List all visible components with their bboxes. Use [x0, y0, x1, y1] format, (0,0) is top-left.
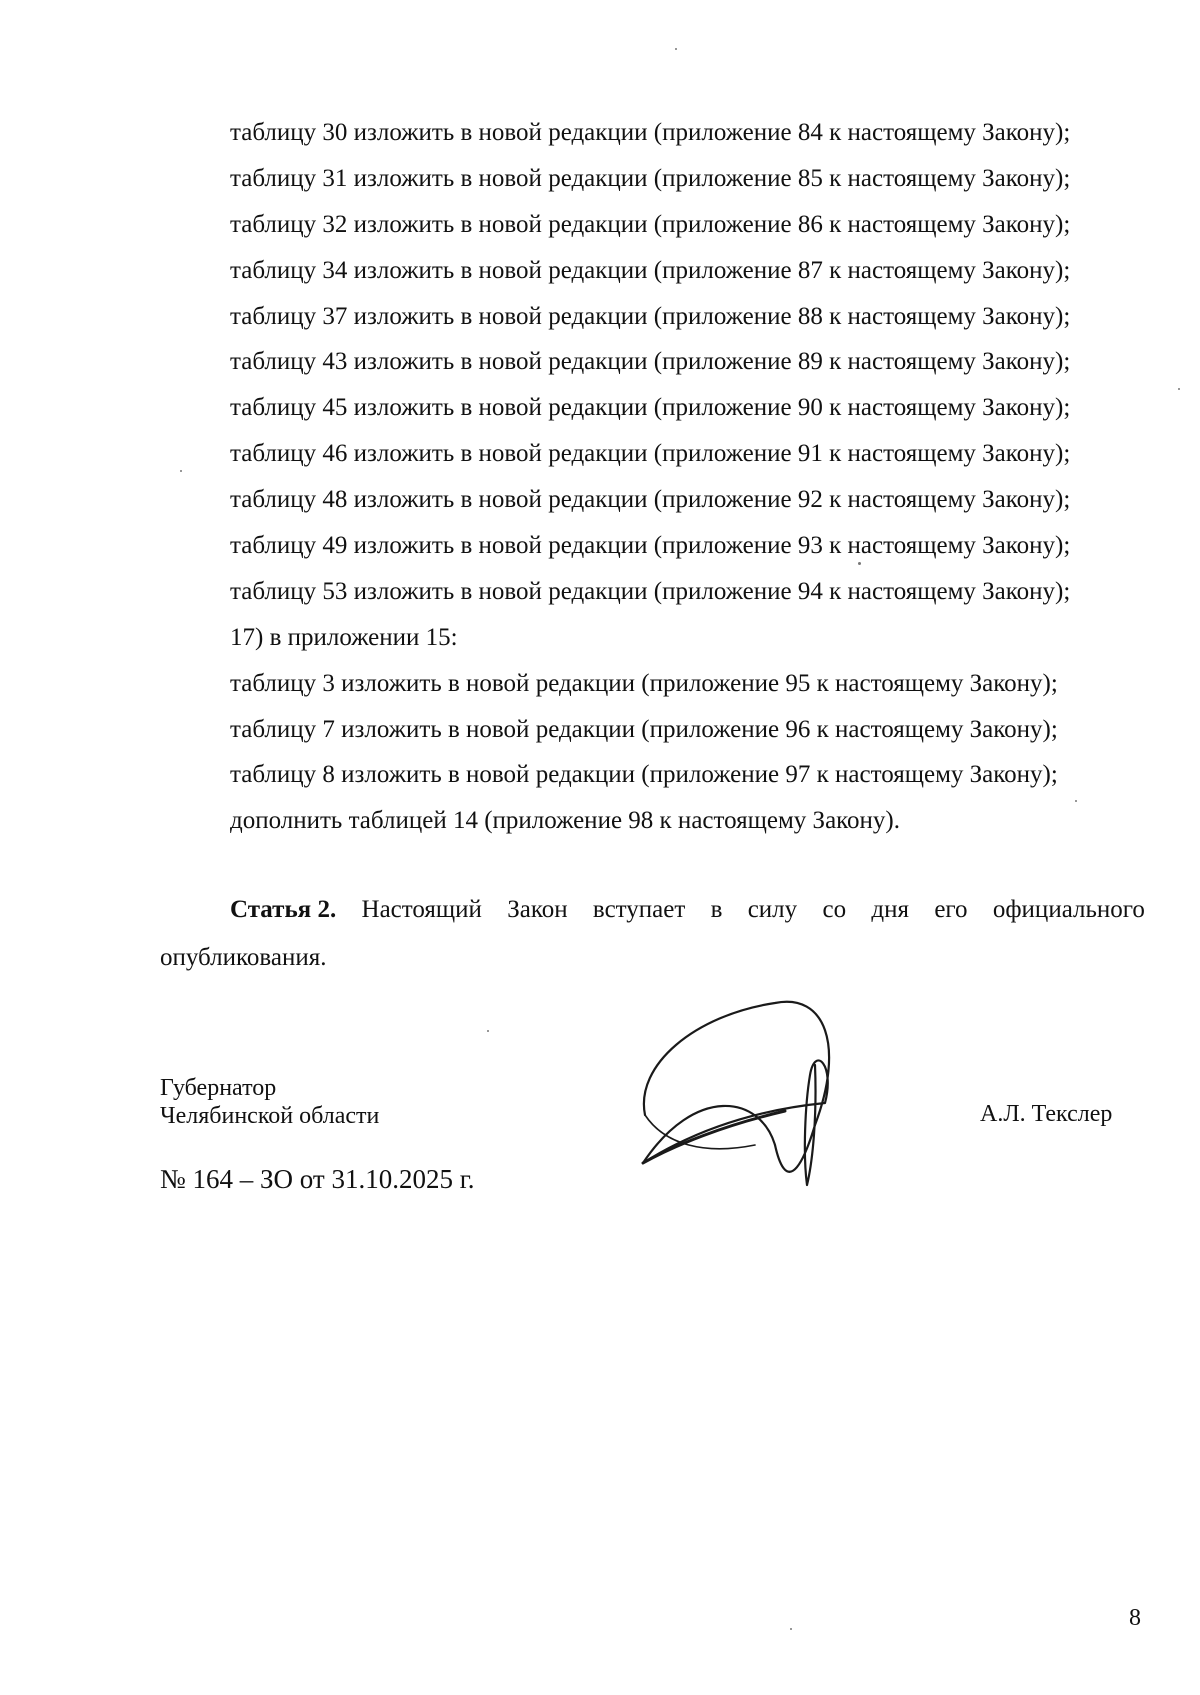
- scan-speck: [487, 1030, 489, 1032]
- law-number: № 164 – ЗО от 31.10.2025 г.: [160, 1164, 475, 1194]
- list-item: таблицу 49 изложить в новой редакции (приложение 93 к настоящему Закону);: [230, 532, 1071, 560]
- list-item: 17) в приложении 15:: [230, 623, 458, 651]
- list-item: таблицу 37 изложить в новой редакции (приложение 88 к настоящему Закону);: [230, 302, 1071, 330]
- article-continuation: опубликования.: [160, 944, 327, 971]
- scan-speck: [1178, 388, 1180, 390]
- governor-title-line: Губернатор: [160, 1075, 277, 1101]
- article-word: вступает: [592, 896, 686, 923]
- scan-speck: [180, 470, 182, 472]
- scan-speck: [790, 1628, 792, 1630]
- article-word: дня: [871, 896, 909, 923]
- scan-speck: [858, 562, 861, 565]
- article-2: [160, 886, 1145, 982]
- signature-graphic: [635, 985, 855, 1195]
- list-item: таблицу 31 изложить в новой редакции (приложение 85 к настоящему Закону);: [230, 164, 1071, 192]
- list-item: таблицу 30 изложить в новой редакции (приложение 84 к настоящему Закону);: [230, 119, 1071, 146]
- governor-title: [160, 1074, 379, 1130]
- page-number: 8: [1129, 1605, 1141, 1631]
- article-word: Закон: [507, 896, 568, 923]
- list-item: таблицу 3 изложить в новой редакции (приложение 95 к настоящему Закону);: [230, 669, 1058, 697]
- scan-speck: [675, 48, 677, 50]
- list-item: таблицу 48 изложить в новой редакции (приложение 92 к настоящему Закону);: [230, 486, 1071, 514]
- article-word: силу: [747, 896, 798, 923]
- article-word: в: [710, 896, 723, 923]
- amendment-list: [230, 110, 1130, 844]
- list-item: дополнить таблицей 14 (приложение 98 к настоящему Закону).: [230, 807, 900, 835]
- list-item: таблицу 8 изложить в новой редакции (приложение 97 к настоящему Закону);: [230, 761, 1058, 789]
- article-word: его: [934, 896, 968, 923]
- list-item: таблицу 53 изложить в новой редакции (приложение 94 к настоящему Закону);: [230, 577, 1071, 605]
- governor-region-line: Челябинской области: [160, 1103, 380, 1129]
- article-word: официального: [992, 896, 1145, 923]
- scan-speck: [1075, 800, 1077, 802]
- article-first-line: [160, 886, 1145, 934]
- list-item: таблицу 32 изложить в новой редакции (приложение 86 к настоящему Закону);: [230, 210, 1071, 238]
- list-item: таблицу 7 изложить в новой редакции (приложение 96 к настоящему Закону);: [230, 715, 1058, 743]
- signer-name: А.Л. Текслер: [980, 1101, 1113, 1127]
- article-word: Настоящий: [361, 896, 482, 923]
- list-item: таблицу 43 изложить в новой редакции (приложение 89 к настоящему Закону);: [230, 348, 1071, 376]
- list-item: таблицу 45 изложить в новой редакции (приложение 90 к настоящему Закону);: [230, 394, 1071, 422]
- list-item: таблицу 46 изложить в новой редакции (приложение 91 к настоящему Закону);: [230, 440, 1071, 468]
- article-label: Статья 2.: [230, 896, 337, 923]
- list-item: таблицу 34 изложить в новой редакции (приложение 87 к настоящему Закону);: [230, 256, 1071, 284]
- article-word: со: [822, 896, 847, 923]
